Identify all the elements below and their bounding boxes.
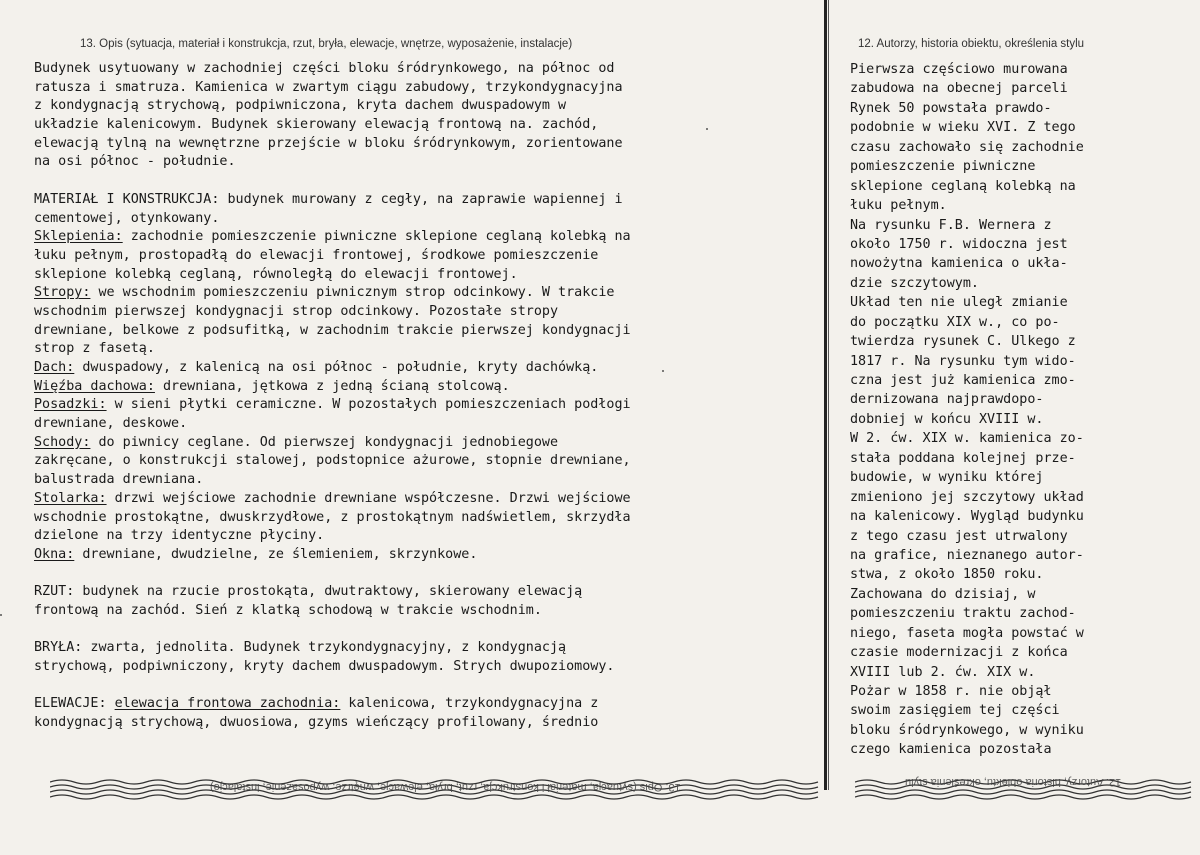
text-run: drewniane, dwudzielne, ze ślemieniem, skrzynkowe.	[74, 546, 478, 562]
text-line: Zachowana do dzisiaj, w	[850, 586, 1036, 602]
sklepienia-label: Sklepienia:	[34, 229, 123, 245]
dach-section	[34, 359, 802, 378]
text-line: układzie kalenicowym. Budynek skierowany elewacją frontową na. zachód,	[34, 117, 599, 133]
text-line: stwa, z około 1850 roku.	[850, 567, 1044, 583]
history-column	[850, 60, 1160, 760]
text-line: sklepione ceglaną kolebką na	[850, 178, 1076, 194]
text-run: dwuspadowy, z kalenicą na osi północ - południe, kryty dachówką.	[74, 360, 599, 375]
posadzki-section	[34, 396, 802, 433]
stolarka-label: Stolarka:	[34, 490, 107, 506]
text-line: swoim zasięgiem tej części	[850, 703, 1060, 719]
text-line: do początku XIX w., co po-	[850, 314, 1060, 330]
speck	[0, 614, 2, 616]
rzut-section	[34, 583, 802, 620]
text-line: podobnie w wieku XVI. Z tego	[850, 120, 1076, 136]
column-divider	[824, 0, 827, 790]
text-line: BRYŁA: zwarta, jednolita. Budynek trzykondygnacyjny, z kondygnacją	[34, 640, 567, 656]
text-line: ratusza i smatruza. Kamienica w zwartym ciągu zabudowy, trzykondygnacyjna	[34, 79, 623, 95]
text-line: kondygnacją strychową, dwuosiowa, gzyms wieńczący profilowany, średnio	[34, 715, 599, 731]
text-line: budowie, w wyniku której	[850, 470, 1044, 486]
text-line: RZUT: budynek na rzucie prostokąta, dwutraktowy, skierowany elewacją	[34, 584, 583, 600]
text-line: XVIII lub 2. ćw. XIX w.	[850, 664, 1036, 680]
schody-section	[34, 434, 802, 490]
text-line: sklepione kolebką ceglaną, równoległą do elewacji frontowej.	[34, 266, 518, 282]
text-line: dobniej w końcu XVIII w.	[850, 411, 1044, 427]
elewacje-prefix: ELEWACJE:	[34, 696, 115, 712]
text-line: strop z fasetą.	[34, 341, 155, 357]
text-line: pomieszczeniu traktu zachod-	[850, 606, 1076, 622]
right-column-heading: 12. Autorzy, historia obiektu, określenia stylu	[858, 38, 1085, 50]
text-line: drewniane, deskowe.	[34, 416, 188, 432]
text-run: drewniana, jętkowa z jedną ścianą stolcową.	[154, 378, 510, 394]
text-line: zakręcane, o konstrukcji stalowej, podstopnice ażurowe, stopnie drewniane,	[34, 453, 631, 469]
text-run: we wschodnim pomieszczeniu piwnicznym strop odcinkowy. W trakcie	[90, 285, 615, 301]
dach-label: Dach:	[34, 360, 75, 375]
mirrored-heading-right: 12. Autorzy, historia obiektu, określenia stylu	[905, 776, 1122, 788]
text-line: na osi północ - południe.	[34, 154, 236, 170]
text-line: twierdza rysunek C. Ulkego z	[850, 334, 1076, 350]
posadzki-label: Posadzki:	[34, 397, 107, 413]
stropy-label: Stropy:	[34, 285, 91, 301]
text-line: dzie szczytowym.	[850, 275, 979, 291]
text-line: stała poddana kolejnej prze-	[850, 450, 1076, 466]
text-line: Na rysunku F.B. Wernera z	[850, 217, 1052, 233]
wiezba-label: Więźba dachowa:	[34, 378, 155, 394]
text-line: wschodnie prostokątne, dwuskrzydłowe, z prostokątnym nadświetlem, skrzydła	[34, 509, 631, 525]
text-line: balustrada drewniana.	[34, 472, 204, 488]
stolarka-section	[34, 490, 802, 546]
text-line: Pierwsza częściowo murowana	[850, 62, 1068, 77]
bryla-section	[34, 639, 802, 676]
text-line: dernizowana najprawdopo-	[850, 392, 1044, 408]
text-line: z kondygnacją strychową, podpiwniczona, kryta dachem dwuspadowym w	[34, 98, 567, 114]
text-run: kalenicowa, trzykondygnacyjna z	[340, 696, 599, 712]
text-line: Rynek 50 powstała prawdo-	[850, 100, 1052, 116]
okna-label: Okna:	[34, 546, 75, 562]
text-line: nowożytna kamienica o ukła-	[850, 256, 1068, 272]
text-line: zabudowa na obecnej parceli	[850, 81, 1068, 97]
material-section	[34, 191, 802, 228]
text-line: elewacją tylną na wewnętrzne przejście w bloku śródrynkowym, zorientowane	[34, 135, 623, 151]
text-line: MATERIAŁ I KONSTRUKCJA: budynek murowany z cegły, na zaprawie wapiennej i	[34, 191, 623, 207]
text-run: w sieni płytki ceramiczne. W pozostałych pomieszczeniach podłogi	[106, 397, 631, 413]
text-line: bloku śródrynkowego, w wyniku	[850, 722, 1084, 738]
elewacje-section	[34, 695, 802, 732]
sklepienia-section	[34, 228, 802, 284]
text-line: Budynek usytuowany w zachodniej części bloku śródrynkowego, na północ od	[34, 61, 615, 76]
text-line: Układ ten nie uległ zmianie	[850, 295, 1068, 311]
text-line: drewniane, belkowe z podsufitką, w zachodnim trakcie pierwszej kondygnacji	[34, 322, 631, 338]
text-line: W 2. ćw. XIX w. kamienica zo-	[850, 431, 1084, 447]
text-line: cementowej, otynkowany.	[34, 210, 220, 226]
text-line: czna jest już kamienica zmo-	[850, 373, 1076, 388]
text-line: pomieszczenie piwniczne	[850, 159, 1036, 175]
text-run: do piwnicy ceglane. Od pierwszej kondygnacji jednobiegowe	[90, 434, 559, 450]
text-line: niego, faseta mogła powstać w	[850, 625, 1084, 641]
text-line: strychową, podpiwniczony, kryty dachem dwuspadowym. Strych dwupoziomowy.	[34, 659, 615, 674]
text-line: czasu zachowało się zachodnie	[850, 139, 1084, 155]
text-line: wschodnim pierwszej kondygnacji strop odcinkowy. Pozostałe stropy	[34, 303, 559, 319]
text-run: drzwi wejściowe zachodnie drewniane współczesne. Drzwi wejściowe	[106, 490, 631, 506]
text-line: z tego czasu jest utrwalony	[850, 528, 1068, 544]
text-line: czego kamienica pozostała	[850, 742, 1052, 758]
text-line: dzielone na trzy identyczne płyciny.	[34, 528, 325, 544]
text-line: około 1750 r. widoczna jest	[850, 236, 1068, 252]
okna-section	[34, 546, 802, 565]
left-column-heading: 13. Opis (sytuacja, materiał i konstrukcja, rzut, bryła, elewacje, wnętrze, wyposażenie, instalacje)	[80, 38, 573, 50]
text-line: łuku pełnym, prostopadłą do elewacji frontowej, środkowe pomieszczenie	[34, 247, 599, 263]
speck	[662, 370, 664, 372]
text-line: łuku pełnym.	[850, 198, 947, 214]
text-line: frontową na zachód. Sień z klatką schodową w trakcie wschodnim.	[34, 602, 542, 618]
wiezba-section	[34, 378, 802, 397]
mirrored-heading-left: 13. Opis (sytuacja, materiał i konstrukcja, rzut, bryła, elewacje, wnętrze, wyposażenie, instalacje)	[210, 781, 681, 793]
text-line: na kalenicowy. Wygląd budynku	[850, 509, 1084, 525]
text-line: na grafice, nieznanego autor-	[850, 547, 1084, 563]
text-run: zachodnie pomieszczenie piwniczne sklepione ceglaną kolebką na	[122, 229, 631, 245]
elewacje-label: elewacja frontowa zachodnia:	[114, 696, 341, 712]
column-divider-thin	[828, 0, 829, 790]
text-line: czasie modernizacji z końca	[850, 645, 1068, 661]
intro-paragraph	[34, 60, 802, 172]
speck	[706, 128, 708, 130]
text-line: Pożar w 1858 r. nie objął	[850, 684, 1052, 699]
stropy-section	[34, 284, 802, 359]
text-line: 1817 r. Na rysunku tym wido-	[850, 353, 1076, 369]
schody-label: Schody:	[34, 434, 91, 450]
description-column	[34, 60, 802, 733]
text-line: zmieniono jej szczytowy układ	[850, 489, 1084, 505]
